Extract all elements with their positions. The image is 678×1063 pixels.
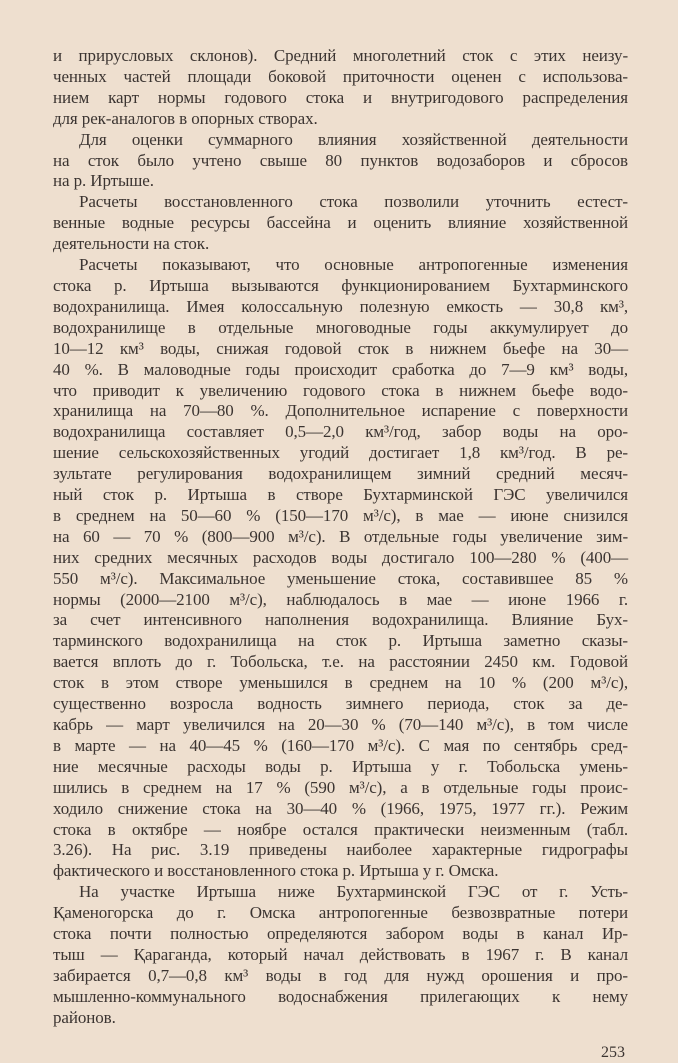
text-line: водохранилища. Имея колоссальную полезную емкость — 30,8 км³, bbox=[53, 296, 628, 316]
text-line: Для оценки суммарного влияния хозяйственной деятельности bbox=[79, 129, 628, 149]
text-line: Расчеты восстановленного стока позволили уточнить естест- bbox=[79, 192, 628, 212]
text-line: сток в этом створе уменьшился в среднем на 10 % (200 м³/с), bbox=[53, 673, 628, 693]
text-line: ченных частей площади боковой приточности оценен с использова- bbox=[53, 66, 628, 86]
text-line: ный сток р. Иртыша в створе Бухтарминской ГЭС увеличился bbox=[53, 485, 628, 505]
text-line: На участке Иртыша ниже Бухтарминской ГЭС от г. Усть- bbox=[79, 882, 628, 902]
text-line: в марте — на 40—45 % (160—170 м³/с). С мая по сентябрь сред- bbox=[53, 735, 628, 755]
text-line: венные водные ресурсы бассейна и оценить влияние хозяйственной bbox=[53, 213, 628, 233]
text-line: на р. Иртыше. bbox=[53, 171, 154, 191]
page-number: 253 bbox=[601, 1043, 625, 1061]
text-line: и прирусловых склонов). Средний многолетний сток с этих неизу- bbox=[53, 46, 628, 65]
paragraph bbox=[53, 130, 628, 193]
text-line: стока почти полностью определяются забором воды в канал Ир- bbox=[53, 924, 628, 944]
text-line: 3.26). На рис. 3.19 приведены наиболее характерные гидрографы bbox=[53, 840, 628, 860]
text-line: нормы (2000—2100 м³/с), наблюдалось в мае — июне 1966 г. bbox=[53, 589, 628, 609]
text-line: шение сельскохозяйственных угодий достигает 1,8 км³/год. В ре- bbox=[53, 443, 628, 463]
text-line: нием карт нормы годового стока и внутригодового распределения bbox=[53, 87, 628, 107]
text-line: водохранилище в отдельные многоводные годы аккумулирует до bbox=[53, 317, 628, 337]
text-line: зультате регулирования водохранилищем зимний средний месяч- bbox=[53, 464, 628, 484]
text-line: мышленно-коммунального водоснабжения прилегающих к нему bbox=[53, 986, 628, 1006]
text-line: районов. bbox=[53, 1007, 116, 1027]
text-line: в среднем на 50—60 % (150—170 м³/с), в мае — июне снизился bbox=[53, 505, 628, 525]
text-line: за счет интенсивного наполнения водохранилища. Влияние Бух- bbox=[53, 610, 628, 630]
paragraph bbox=[53, 882, 628, 1028]
text-line: водохранилища составляет 0,5—2,0 км³/год, забор воды на оро- bbox=[53, 422, 628, 442]
text-line: ние месячные расходы воды р. Иртыша у г. Тобольска умень- bbox=[53, 756, 628, 776]
body-text bbox=[53, 46, 628, 1029]
text-line: на 60 — 70 % (800—900 м³/с). В отдельные годы увеличение зим- bbox=[53, 526, 628, 546]
text-line: что приводит к увеличению годового стока в нижнем бьефе водо- bbox=[53, 380, 628, 400]
paragraph bbox=[53, 192, 628, 255]
text-line: стока р. Иртыша вызываются функционированием Бухтарминского bbox=[53, 275, 628, 295]
text-line: стока в октябре — ноябре остался практически неизменным (табл. bbox=[53, 819, 628, 839]
text-line: 550 м³/с). Максимальное уменьшение стока, составившее 85 % bbox=[53, 568, 628, 588]
text-line: шились в среднем на 17 % (590 м³/с), а в отдельные годы проис- bbox=[53, 777, 628, 797]
text-line: кабрь — март увеличился на 20—30 % (70—140 м³/с), в том числе bbox=[53, 715, 628, 734]
text-line: для рек-аналогов в опорных створах. bbox=[53, 108, 318, 128]
text-line: тыш — Қараганда, который начал действовать в 1967 г. В канал bbox=[53, 944, 628, 964]
text-line: хранилища на 70—80 %. Дополнительное испарение с поверхности bbox=[53, 401, 628, 421]
text-line: 40 %. В маловодные годы происходит сработка до 7—9 км³ воды, bbox=[53, 359, 628, 379]
text-line: вается вплоть до г. Тобольска, т.е. на расстоянии 2450 км. Годовой bbox=[53, 652, 628, 672]
text-line: на сток было учтено свыше 80 пунктов водозаборов и сбросов bbox=[53, 150, 628, 170]
text-line: фактического и восстановленного стока р. Иртыша у г. Омска. bbox=[53, 861, 499, 881]
paragraph bbox=[53, 255, 628, 882]
text-line: ходило снижение стока на 30—40 % (1966, 1975, 1977 гг.). Режим bbox=[53, 798, 628, 818]
text-line: забирается 0,7—0,8 км³ воды в год для нужд орошения и про- bbox=[53, 965, 628, 985]
paragraph bbox=[53, 46, 628, 130]
text-line: 10—12 км³ воды, снижая годовой сток в нижнем бьефе на 30— bbox=[53, 338, 628, 358]
text-line: существенно возросла водность зимнего периода, сток за де- bbox=[53, 694, 628, 714]
text-line: деятельности на сток. bbox=[53, 234, 210, 254]
text-line: Қаменогорска до г. Омска антропогенные безвозвратные потери bbox=[53, 903, 628, 923]
text-line: тарминского водохранилища на сток р. Иртыша заметно сказы- bbox=[53, 631, 628, 651]
text-line: них средних месячных расходов воды достигало 100—280 % (400— bbox=[53, 547, 628, 567]
text-line: Расчеты показывают, что основные антропогенные изменения bbox=[79, 255, 628, 275]
